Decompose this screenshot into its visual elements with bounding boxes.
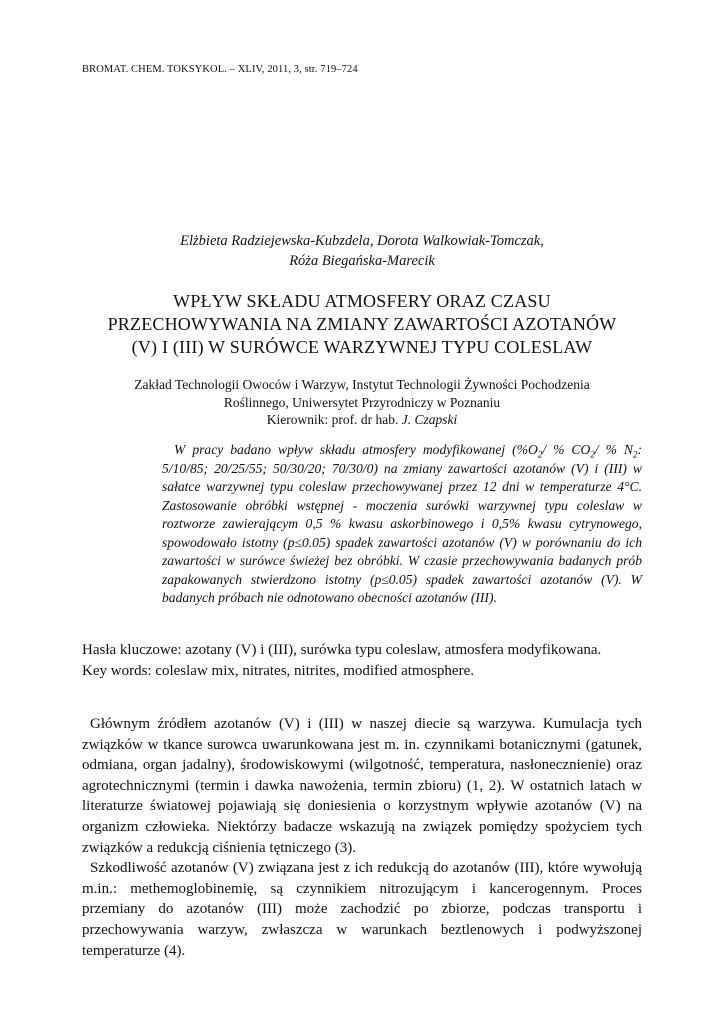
author-line-2: Róża Biegańska-Marecik [289, 253, 435, 269]
title-line-1: WPŁYW SKŁADU ATMOSFERY ORAZ CZASU [173, 291, 551, 311]
title-line-2: PRZECHOWYWANIA NA ZMIANY ZAWARTOŚCI AZOTANÓW [107, 314, 617, 334]
department-head [82, 411, 642, 429]
journal-reference: BROMAT. CHEM. TOKSYKOL. – XLIV, 2011, 3, str. 719–724 [82, 64, 358, 75]
body-text [82, 714, 642, 961]
department-head-prefix: Kierownik: prof. dr hab. [266, 412, 402, 427]
department-head-name: J. Czapski [401, 412, 458, 427]
body-paragraph-1: Głównym źródłem azotanów (V) i (III) w naszej diecie są warzywa. Kumulacja tych związków w tkance surowca uwarunkowana jest m. in. czynnikami botanicznymi (gatunek, odmiana, organ jadalny), środowiskowymi (wilgotność, temperatura, nasłonecznienie) oraz agrotechnicznymi (termin i dawka nawożenia, termin zbioru) (1, 2). W ostatnich latach w literaturze światowej pojawiają się doniesienia o korzystnym wpływie azotanów (V) na organizm człowieka. Niektórzy badacze wskazują na związek pomiędzy spożyciem tych związków a redukcją ciśnienia tętniczego (3). [82, 716, 642, 856]
affiliation-line-1: Zakład Technologii Owoców i Warzyw, Instytut Technologii Żywności Pochodzenia [134, 377, 590, 392]
abstract-text-4: : 5/10/85; 20/25/55; 50/30/20; 70/30/0) na zmiany zawartości azotanów (V) i (III) w sałatce warzywnej typu coleslaw przechowywanej przez 12 dni w temperaturze 4°C. Zastosowanie obróbki wstępnej - moczenia surówki warzywnej typu coleslaw w roztworze zawierającym 0,5 % kwasu askorbinowego i 0,5% kwasu cytrynowego, spowodowało istotny (p≤0.05) spadek zawartości azotanów (V) w porównaniu do ich zawartości w surówce świeżej bez obróbki. W czasie przechowywania badanych prób zapakowanych stwierdzono istotny (p≤0.05) spadek zawartości azotanów (V). W badanych próbach nie odnotowano obecności azotanów (III). [162, 442, 643, 605]
abstract-text-3: / % N [594, 442, 633, 457]
paper-title [82, 290, 642, 359]
keywords-english: Key words: coleslaw mix, nitrates, nitrites, modified atmosphere. [82, 662, 474, 679]
keywords-block [82, 640, 642, 681]
body-paragraph-2: Szkodliwość azotanów (V) związana jest z ich redukcją do azotanów (III), które wywołują m.in.: methemoglobinemię, są czynnikiem nitrozującym i kancerogennym. Proces przemiany do azotanów (III) może zachodzić po zbiorze, podczas transportu i przechowywania warzyw, zwłaszcza w warunkach beztlenowych i podwyższonej temperaturze (4). [82, 860, 642, 959]
subscript-co2: 2 [590, 449, 595, 460]
abstract-text-2: / % CO [542, 442, 591, 457]
abstract [162, 441, 642, 608]
title-line-3: (V) I (III) W SURÓWCE WARZYWNEJ TYPU COLESLAW [131, 337, 593, 357]
author-line-1: Elżbieta Radziejewska-Kubzdela, Dorota Walkowiak-Tomczak, [180, 233, 544, 249]
abstract-text-1: W pracy badano wpływ składu atmosfery modyfikowanej (%O [174, 442, 538, 457]
subscript-n2: 2 [633, 449, 638, 460]
affiliation-line-2: Roślinnego, Uniwersytet Przyrodniczy w Poznaniu [223, 394, 501, 410]
author-list [82, 231, 642, 271]
subscript-o2: 2 [537, 449, 543, 460]
affiliation [82, 376, 642, 429]
keywords-polish: Hasła kluczowe: azotany (V) i (III), surówka typu coleslaw, atmosfera modyfikowana. [82, 642, 602, 658]
